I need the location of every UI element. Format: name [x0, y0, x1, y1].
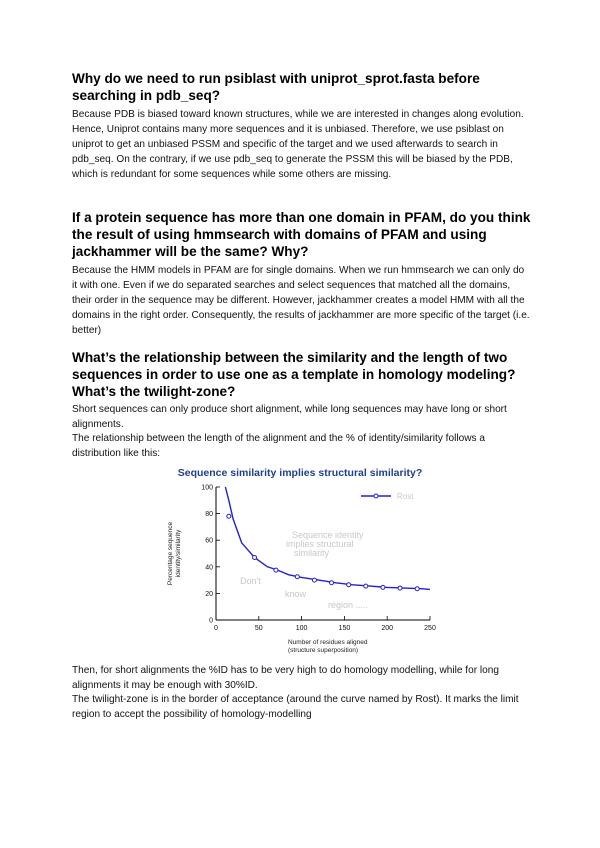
legend-label: Rost: [397, 492, 414, 501]
y-axis-label: [167, 521, 182, 585]
question-3-heading: What’s the relationship between the similarity and the length of two sequences in order to use one as a template in homology modeling? What’s the twilight-zone?: [72, 350, 516, 399]
x-axis-label-line: Number of residues aligned: [288, 639, 368, 646]
data-point: [253, 555, 257, 559]
chart-title: Sequence similarity implies structural similarity?: [177, 467, 423, 479]
data-point: [381, 585, 385, 589]
y-axis-label-line: identity/similarity: [175, 529, 182, 578]
chart-legend: [361, 492, 414, 501]
chart-svg: [148, 462, 448, 658]
region-label-dont-know: region .....: [328, 600, 369, 610]
conclusion-paragraph-1: Then, for short alignments the %ID has to be very high to do homology modelling, while for long alignments it may be enough with 30%ID.: [72, 665, 499, 691]
y-tick-label: 60: [205, 537, 213, 545]
y-tick-label: 100: [201, 484, 213, 492]
x-tick-label: 150: [338, 625, 351, 632]
x-tick-label: 50: [254, 625, 263, 632]
chart-ticks: [201, 485, 436, 633]
y-tick-label: 0: [209, 617, 213, 625]
question-2-heading: If a protein sequence has more than one domain in PFAM, do you think the result of using hmmsearch with domains of PFAM and using jackhammer will be the same? Why?: [72, 210, 531, 259]
x-axis-label-line: (structure superposition): [288, 647, 359, 654]
y-tick-label: 80: [205, 511, 213, 519]
x-tick-label: 250: [424, 625, 436, 632]
question-3-answer-1: Short sequences can only produce short alignment, while long sequences may have long or short alignments.: [72, 404, 507, 430]
question-1-heading: Why do we need to run psiblast with uniprot_sprot.fasta before searching in pdb_seq?: [72, 71, 480, 103]
region-label-similarity: similarity: [294, 548, 329, 558]
question-2-answer: Because the HMM models in PFAM are for single domains. When we run hmmsearch we can only do it with one. Even if we do separated searches and select sequences that matched all the domains, their order in the sequence may be different. However, jackhammer creates a model HMM with all the domains in the right order. Consequently, the results of jackhammer are more specific of the target (i.e. better): [72, 265, 530, 336]
region-label-dont-know: Don't: [240, 576, 261, 586]
data-point: [347, 583, 351, 587]
data-point: [330, 581, 334, 585]
region-label-similarity: implies structural: [286, 539, 354, 549]
similarity-chart: [148, 462, 448, 658]
y-axis-label-line: Percentage sequence: [167, 521, 174, 586]
x-tick-label: 0: [214, 625, 218, 632]
region-label-similarity: Sequence identity: [292, 530, 364, 540]
question-1-answer: Because PDB is biased toward known structures, while we are interested in changes along evolution. Hence, Uniprot contains many more sequences and it is unbiased. Therefore, we use psiblast on uniprot to get an unbiased PSSM and specific of the target and we used afterwards to search in pdb_seq. On the contrary, if we use pdb_seq to generate the PSSM this will be biased by the PDB, which is redundant for some sequences while some others are missing.: [72, 109, 524, 180]
data-point: [274, 568, 278, 572]
data-point: [312, 578, 316, 582]
y-tick-label: 40: [205, 564, 213, 572]
y-tick-label: 20: [205, 590, 213, 598]
region-label-dont-know: know: [285, 589, 307, 599]
data-point: [227, 514, 231, 518]
question-3-answer-2: The relationship between the length of the alignment and the % of identity/similarity follows a distribution like this:: [72, 433, 485, 459]
data-point: [364, 584, 368, 588]
data-point: [398, 586, 402, 590]
region-labels: [240, 530, 368, 610]
conclusion-paragraph-2: The twilight-zone is in the border of acceptance (around the curve named by Rost). It marks the limit region to accept the possibility of homology-modelling: [72, 694, 519, 720]
x-axis-label: [288, 639, 368, 654]
data-point: [295, 575, 299, 579]
legend-marker: [374, 494, 378, 498]
x-tick-label: 200: [381, 625, 394, 632]
x-tick-label: 100: [295, 625, 308, 632]
data-point: [415, 587, 419, 591]
